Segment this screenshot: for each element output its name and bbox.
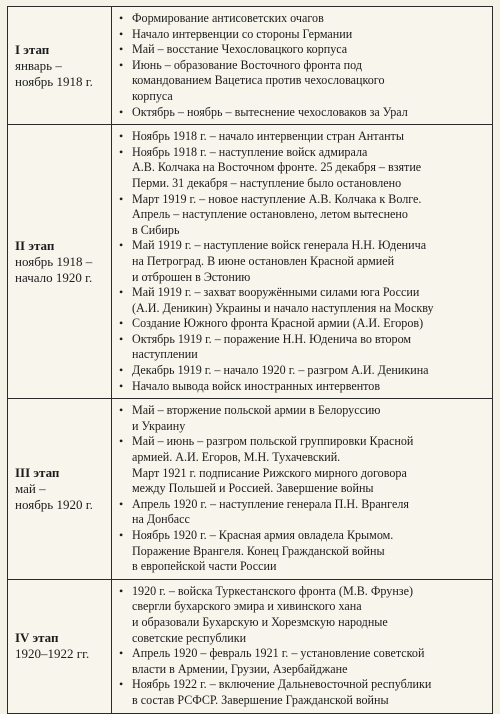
event-text-line: А.В. Колчака на Восточном фронте. 25 декабря – взятие — [132, 160, 422, 175]
events-list — [116, 11, 488, 120]
event-text-line: между Польшей и Россией. Завершение войны — [132, 481, 374, 496]
event-item — [116, 238, 488, 285]
event-text-line: • Ноябрь 1918 г. – начало интервенции стран Антанты — [132, 129, 404, 144]
event-text-line: армией. А.И. Егоров, М.Н. Тухачевский. — [132, 450, 341, 465]
event-item — [116, 192, 488, 239]
stage-period: май – — [15, 481, 46, 497]
event-item — [116, 363, 488, 379]
event-text-line: и образовали Бухарскую и Хорезмскую народные — [132, 614, 388, 629]
stage-period: январь – — [15, 57, 62, 73]
stage-row — [8, 7, 493, 125]
stage-name: I этап — [15, 41, 50, 57]
stage-name: III этап — [15, 465, 60, 481]
event-text-line: • Март 1919 г. – новое наступление А.В. Колчака к Волге. — [132, 191, 422, 206]
events-list — [116, 584, 488, 709]
event-text-line: Апрель – наступление остановлено, летом вытеснено — [132, 207, 408, 222]
event-text-line: • Создание Южного фронта Красной армии (А.И. Егоров) — [132, 316, 424, 331]
event-text-line: свергли бухарского эмира и хивинского хана — [132, 599, 362, 614]
event-text-line: • Июнь – образование Восточного фронта под — [132, 57, 362, 72]
stage-name: IV этап — [15, 630, 59, 646]
event-text-line: • Май – вторжение польской армии в Белоруссию — [132, 403, 381, 418]
civil-war-stages-table — [7, 6, 493, 714]
event-text-line: и отброшен в Эстонию — [132, 269, 251, 284]
event-text-line: • Начало вывода войск иностранных интервентов — [132, 378, 381, 393]
event-item — [116, 58, 488, 105]
event-text-line: Март 1921 г. подписание Рижского мирного договора — [132, 465, 407, 480]
event-item — [116, 497, 488, 528]
events-cell — [112, 125, 493, 399]
events-cell — [112, 399, 493, 580]
event-text-line: Перми. 31 декабря – наступление было остановлено — [132, 175, 402, 190]
event-item — [116, 403, 488, 434]
event-item — [116, 677, 488, 708]
event-text-line: • Май 1919 г. – захват вооружёнными силами юга России — [132, 285, 420, 300]
event-item — [116, 434, 488, 465]
event-text-line: наступлении — [132, 347, 198, 362]
event-text-line: командованием Вацетиса против чехословацкого — [132, 73, 385, 88]
event-item — [116, 285, 488, 316]
event-text-line: • Май – восстание Чехословацкого корпуса — [132, 42, 348, 57]
event-item — [116, 379, 488, 395]
stage-cell — [8, 399, 112, 580]
event-text-line: и Украину — [132, 418, 186, 433]
event-text-line: на Петроград. В июне остановлен Красной армией — [132, 253, 395, 268]
event-text-line: власти в Армении, Грузии, Азербайджане — [132, 661, 348, 676]
event-item — [116, 316, 488, 332]
event-item — [116, 584, 488, 646]
event-text-line: • Май 1919 г. – наступление войск генерала Н.Н. Юденича — [132, 238, 427, 253]
event-text-line: • Ноябрь 1918 г. – наступление войск адмирала — [132, 144, 368, 159]
stage-cell — [8, 579, 112, 713]
stage-period: ноябрь 1918 г. — [15, 73, 93, 89]
stage-row — [8, 125, 493, 399]
event-text-line: советские республики — [132, 630, 247, 645]
stage-period: начало 1920 г. — [15, 269, 93, 285]
events-cell — [112, 7, 493, 125]
stage-period: ноябрь 1918 – — [15, 253, 93, 269]
event-text-line: • Начало интервенции со стороны Германии — [132, 26, 353, 41]
stage-row — [8, 579, 493, 713]
stage-name: II этап — [15, 237, 55, 253]
event-text-line: • Октябрь 1919 г. – поражение Н.Н. Юденича во втором — [132, 331, 412, 346]
event-item — [116, 42, 488, 58]
events-cell — [112, 579, 493, 713]
event-text-line: • Декабрь 1919 г. – начало 1920 г. – разгром А.И. Деникина — [132, 363, 429, 378]
event-item — [116, 27, 488, 43]
event-text-line: • Октябрь – ноябрь – вытеснение чехословаков за Урал — [132, 104, 408, 119]
event-text-line: корпуса — [132, 88, 173, 103]
event-item — [116, 466, 488, 497]
stage-period: ноябрь 1920 г. — [15, 497, 93, 513]
event-item — [116, 646, 488, 677]
event-text-line: (А.И. Деникин) Украины и начало наступления на Москву — [132, 300, 434, 315]
event-text-line: в европейской части России — [132, 559, 277, 574]
event-text-line: на Донбасс — [132, 512, 190, 527]
event-item — [116, 332, 488, 363]
event-text-line: • Апрель 1920 – февраль 1921 г. – установление советской — [132, 646, 425, 661]
event-text-line: Поражение Врангеля. Конец Гражданской войны — [132, 543, 385, 558]
stage-cell — [8, 125, 112, 399]
stage-row — [8, 399, 493, 580]
event-text-line: в состав РСФСР. Завершение Гражданской войны — [132, 692, 389, 707]
events-list — [116, 129, 488, 394]
event-text-line: • Формирование антисоветских очагов — [132, 11, 324, 25]
event-item — [116, 129, 488, 145]
event-text-line: • Апрель 1920 г. – наступление генерала П.Н. Врангеля — [132, 496, 409, 511]
event-item — [116, 11, 488, 27]
event-item — [116, 105, 488, 121]
event-text-line: • Ноябрь 1922 г. – включение Дальневосточной республики — [132, 677, 432, 692]
stage-period: 1920–1922 гг. — [15, 646, 90, 662]
event-item — [116, 145, 488, 192]
events-list — [116, 403, 488, 575]
event-text-line: • Ноябрь 1920 г. – Красная армия овладела Крымом. — [132, 528, 394, 542]
event-text-line: • Май – июнь – разгром польской группировки Красной — [132, 434, 414, 449]
stage-cell — [8, 7, 112, 125]
event-text-line: в Сибирь — [132, 222, 180, 237]
event-text-line: • 1920 г. – войска Туркестанского фронта (М.В. Фрунзе) — [132, 583, 413, 598]
event-item — [116, 528, 488, 575]
